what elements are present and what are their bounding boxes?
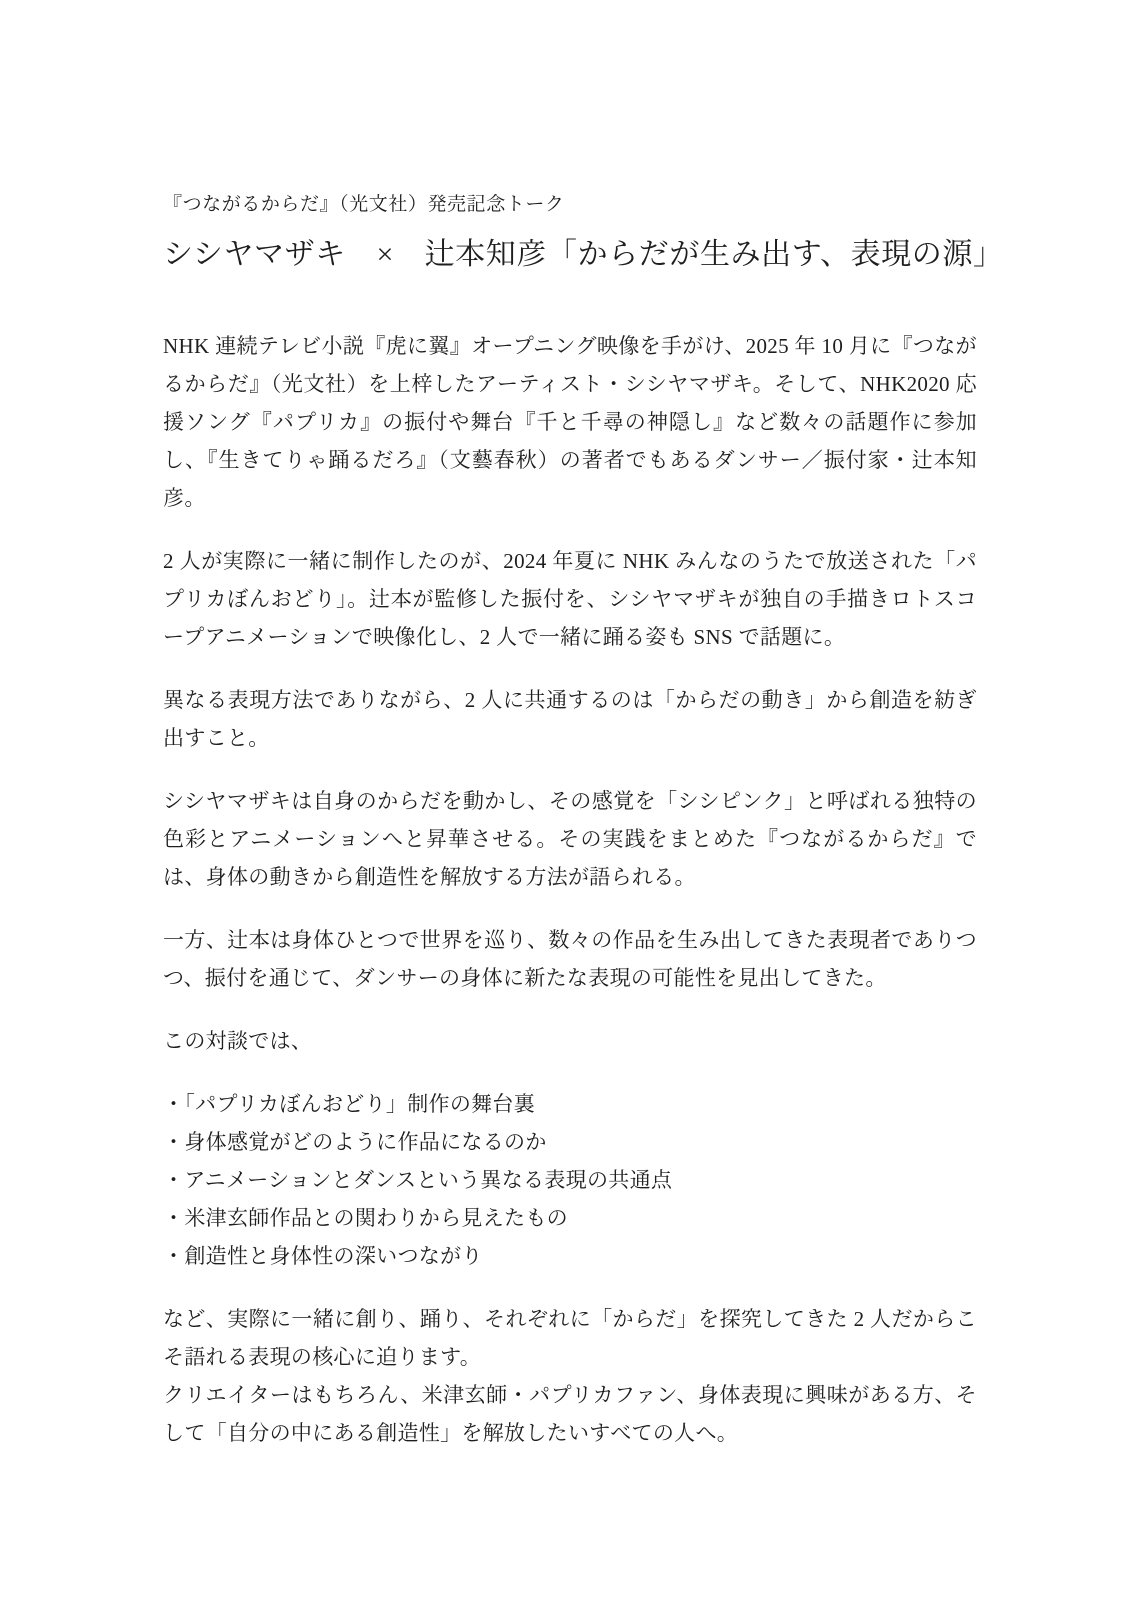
topic-item: ・アニメーションとダンスという異なる表現の共通点 — [163, 1168, 673, 1192]
document-content — [163, 191, 1004, 1452]
topic-item: ・米津玄師作品との関わりから見えたもの — [163, 1206, 568, 1230]
body-paragraph: 一方、辻本は身体ひとつで世界を巡り、数々の作品を生み出してきた表現者でありつつ、振付を通じて、ダンサーの身体に新たな表現の可能性を見出してきた。 — [163, 928, 977, 990]
topic-item: ・創造性と身体性の深いつながり — [163, 1244, 483, 1268]
event-kicker: 『つながるからだ』（光文社）発売記念トーク — [163, 194, 565, 215]
body-paragraph: NHK 連続テレビ小説『虎に翼』オープニング映像を手がけ、2025 年 10 月に『つながるからだ』（光文社）を上梓したアーティスト・シシヤマザキ。そして、NHK2020 応援ソング『パプリカ』の振付や舞台『千と千尋の神隠し』など数々の話題作に参加し、『生きてりゃ踊るだろ』（文藝春秋）の著者でもあるダンサー／振付家・辻本知彦。 — [163, 334, 977, 510]
topics-list — [163, 1085, 977, 1275]
closing-paragraph: など、実際に一緒に創り、踊り、それぞれに「からだ」を探究してきた 2 人だからこそ語れる表現の核心に迫ります。 — [163, 1307, 977, 1369]
lead-in-text: この対談では、 — [163, 1029, 313, 1053]
event-title: シシヤマザキ × 辻本知彦「からだが生み出す、表現の源」 — [163, 238, 1004, 271]
body-paragraph: 2 人が実際に一緒に制作したのが、2024 年夏に NHK みんなのうたで放送された「パプリカぼんおどり」。辻本が監修した振付を、シシヤマザキが独自の手描きロトスコープアニメーションで映像化し、2 人で一緒に踊る姿も SNS で話題に。 — [163, 549, 977, 649]
body-paragraph: シシヤマザキは自身のからだを動かし、その感覚を「シシピンク」と呼ばれる独特の色彩とアニメーションへと昇華させる。その実践をまとめた『つながるからだ』では、身体の動きから創造性を解放する方法が語られる。 — [163, 789, 977, 889]
body-paragraph: 異なる表現方法でありながら、2 人に共通するのは「からだの動き」から創造を紡ぎ出すこと。 — [163, 688, 977, 750]
closing-block — [163, 1300, 977, 1452]
topic-item: ・身体感覚がどのように作品になるのか — [163, 1130, 547, 1154]
topic-item: ・「パプリカぼんおどり」制作の舞台裏 — [163, 1092, 536, 1116]
closing-paragraph: クリエイターはもちろん、米津玄師・パプリカファン、身体表現に興味がある方、そして「自分の中にある創造性」を解放したいすべての人へ。 — [163, 1383, 977, 1445]
